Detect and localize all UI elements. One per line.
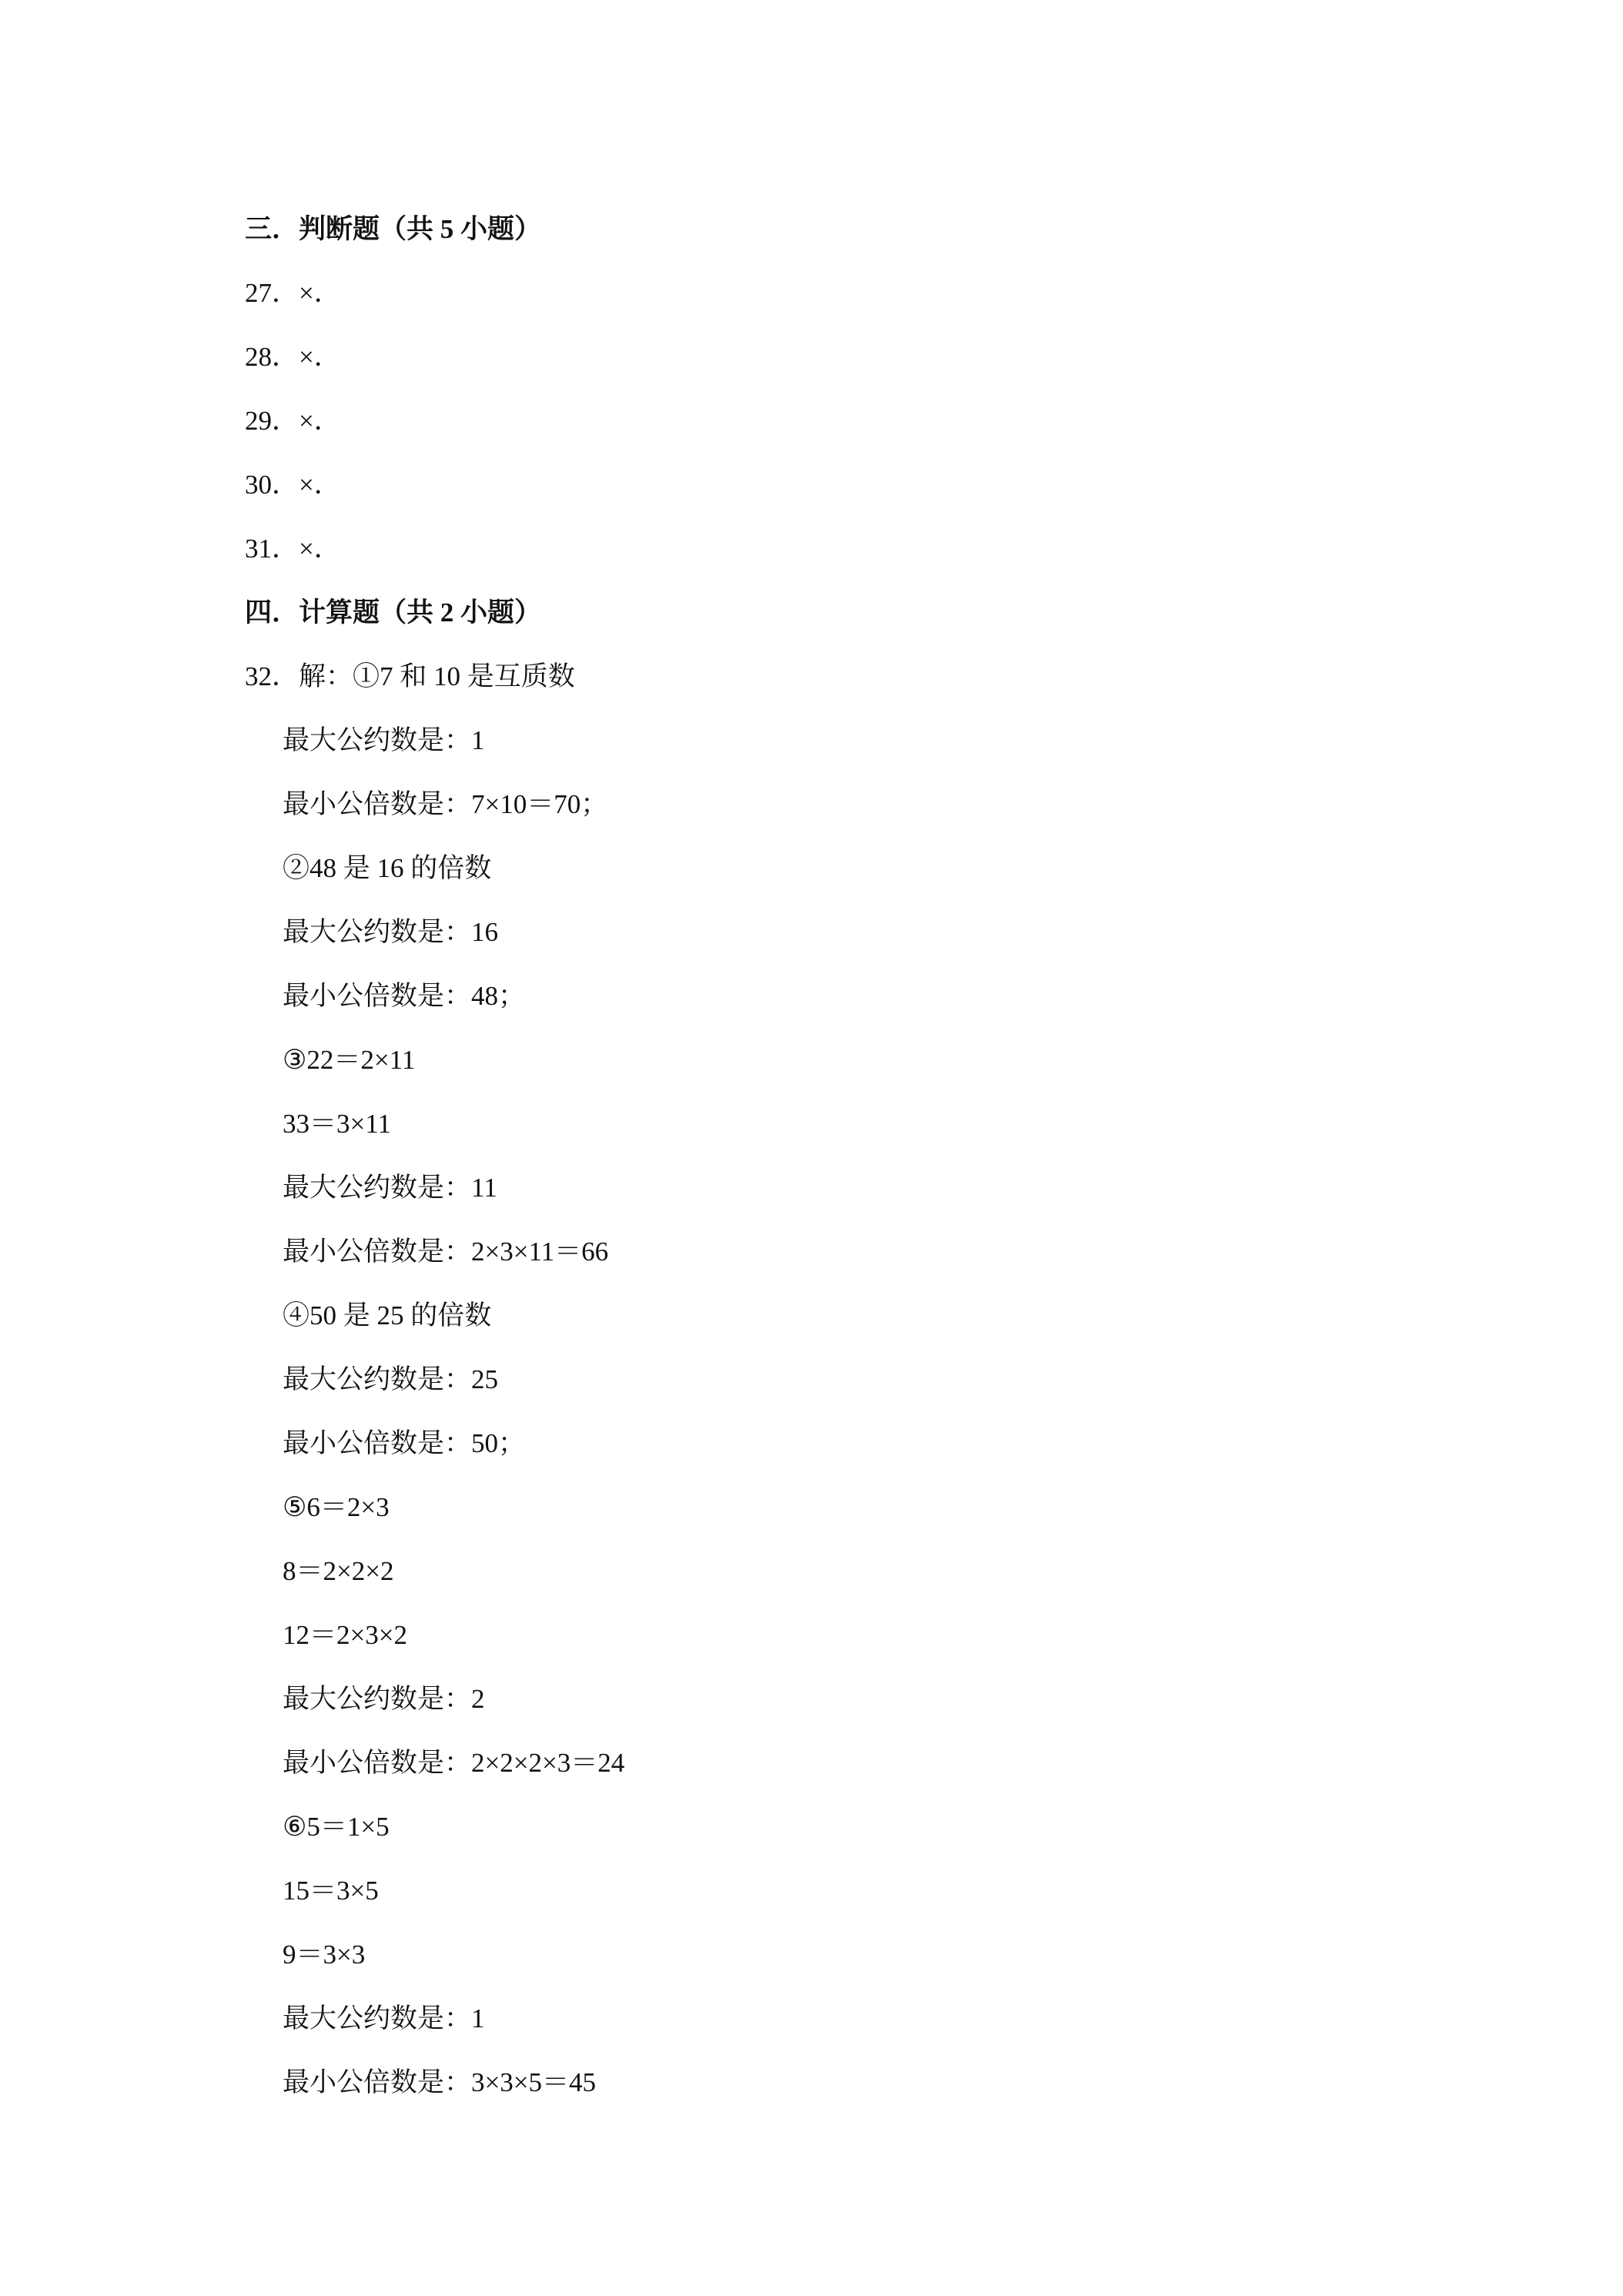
answer-29: 29．×． — [245, 406, 341, 436]
q32-line: 最大公约数是：16 — [283, 917, 499, 947]
q32-line: 15＝3×5 — [283, 1876, 379, 1906]
q32-line: 最大公约数是：11 — [283, 1173, 497, 1203]
section-heading-judgment: 三．判断题（共 5 小题） — [245, 214, 542, 244]
q32-line: 最小公倍数是：2×2×2×3＝24 — [283, 1748, 625, 1778]
q32-line: ⑥5＝1×5 — [283, 1812, 390, 1842]
q32-line: 最大公约数是：25 — [283, 1364, 499, 1394]
q32-line: 12＝2×3×2 — [283, 1620, 407, 1650]
q32-line: 最小公倍数是：50； — [283, 1428, 526, 1458]
q32-line: 最小公倍数是：48； — [283, 981, 526, 1011]
q32-line: 33＝3×11 — [283, 1109, 391, 1139]
q32-intro: 32．解：①7 和 10 是互质数 — [245, 661, 575, 691]
section-heading-calculation: 四．计算题（共 2 小题） — [245, 597, 542, 628]
answer-31: 31．×． — [245, 534, 341, 564]
q32-line: 最大公约数是：1 — [283, 2003, 485, 2033]
q32-line: ⑤6＝2×3 — [283, 1492, 390, 1522]
answer-28: 28．×． — [245, 342, 341, 372]
q32-line: 最大公约数是：2 — [283, 1684, 485, 1714]
q32-line: 8＝2×2×2 — [283, 1556, 394, 1586]
q32-line: ②48 是 16 的倍数 — [283, 853, 492, 883]
answer-30: 30．×． — [245, 470, 341, 500]
q32-line: 最小公倍数是：2×3×11＝66 — [283, 1237, 609, 1267]
q32-line: 最大公约数是：1 — [283, 725, 485, 755]
q32-line: 最小公倍数是：7×10＝70； — [283, 789, 608, 819]
q32-line: 9＝3×3 — [283, 1940, 366, 1970]
answer-27: 27．×． — [245, 278, 341, 308]
q32-line: ③22＝2×11 — [283, 1045, 416, 1075]
q32-line: 最小公倍数是：3×3×5＝45 — [283, 2067, 596, 2097]
q32-line: ④50 是 25 的倍数 — [283, 1300, 492, 1330]
